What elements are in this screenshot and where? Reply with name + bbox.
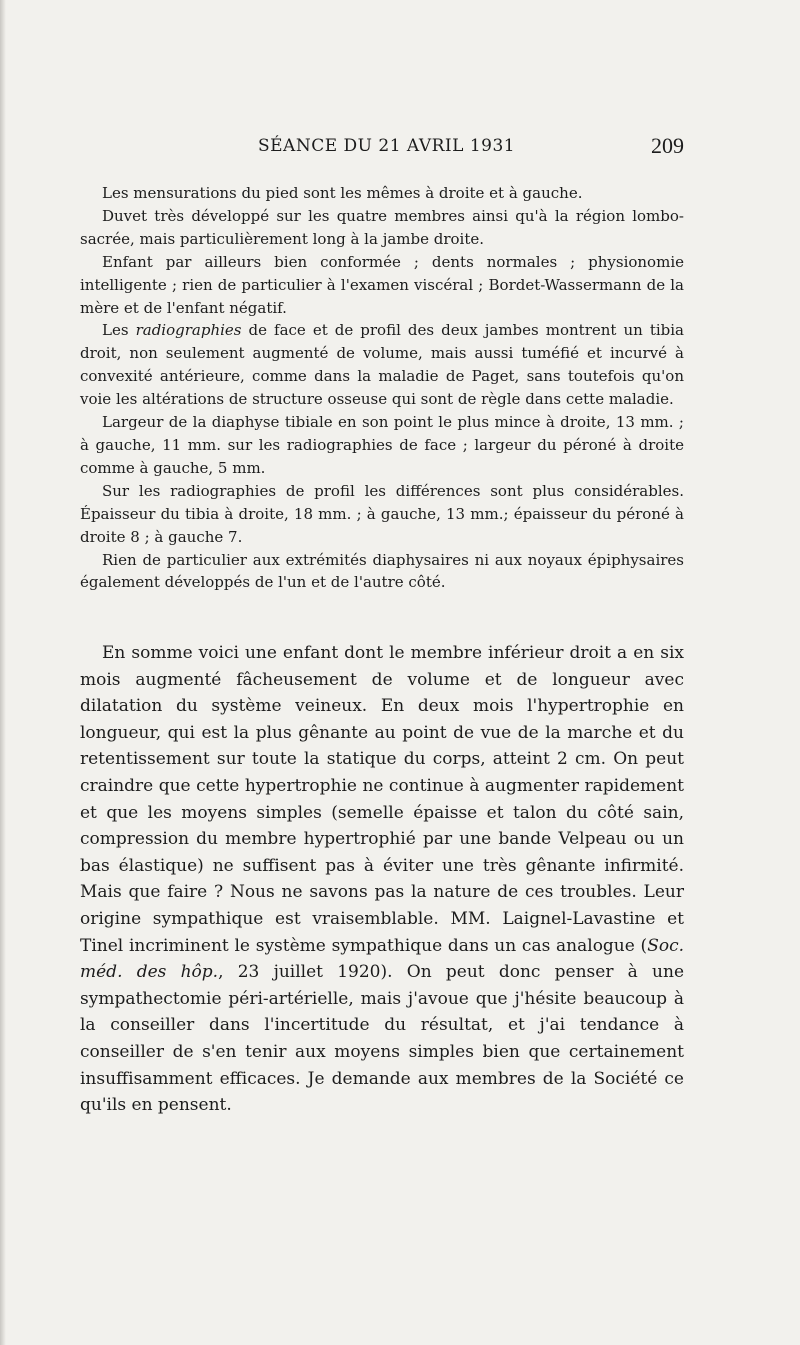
running-head: SÉANCE DU 21 AVRIL 1931 [258, 136, 516, 156]
radiographs-body: de face et de profil des deux jambes montrent un tibia droit, non seulement augmenté de volume, mais aussi tuméfié et incurvé à convexité antérieure, comme dans la maladie de Paget, sans toutefois qu'on voie les altérations de structure osseuse qui sont de règle dans cette maladie. [80, 321, 684, 409]
conclusion-part-1: En somme voici une enfant dont le membre inférieur droit a en six mois augmenté fâcheusement de volume et de longueur avec dilatation du système veineux. En deux mois l'hypertrophie en longueur, qui est la plus gênante au point de vue de la marche et du retentissement sur toute la statique du corps, atteint 2 cm. On peut craindre que cette hypertrophie ne continue à augmenter rapidement et que les moyens simples (semelle épaisse et talon du côté sain, compression du membre hypertrophié par une bande Velpeau ou un bas élastique) ne suffisent pas à éviter une très gênante infirmité. Mais que faire ? Nous ne savons pas la nature de ces troubles. Leur origine sympathique est vraisemblable. MM. Laignel-Lavastine et Tinel incriminent le système sympathique dans un cas analogue ( [80, 643, 684, 956]
page-header [80, 130, 684, 164]
conclusion-citation: Soc. méd. des hôp. [80, 935, 684, 983]
case-notes [80, 182, 684, 594]
paragraph-conclusion [80, 640, 684, 1119]
conclusion-part-2: , 23 juillet 1920). On peut donc penser à une sympathectomie péri-artérielle, mais j'avoue que j'hésite beaucoup à la conseiller dans l'incertitude du résultat, et j'ai tendance à conseiller de s'en tenir aux moyens simples bien que certainement insuffisamment efficaces. Je demande aux membres de la Société ce qu'ils en pensent. [80, 962, 685, 1116]
conclusion [80, 640, 684, 1119]
paragraph-extremities: Rien de particulier aux extrémités diaphysaires ni aux noyaux épiphysaires également développés de l'un et de l'autre côté. [80, 550, 684, 592]
page-edge-shadow [0, 0, 6, 1345]
paragraph-hair: Duvet très développé sur les quatre membres ainsi qu'à la région lombo-sacrée, mais particulièrement long à la jambe droite. [80, 206, 684, 248]
page-number: 209 [651, 133, 684, 158]
radiographs-italic: radiographies [135, 321, 242, 340]
paragraph-radiographs [80, 319, 684, 411]
paragraph-profile-measurements: Sur les radiographies de profil les différences sont plus considérables. Épaisseur du tibia à droite, 18 mm. ; à gauche, 13 mm.; épaisseur du péroné à droite 8 ; à gauche 7. [80, 481, 684, 546]
paragraph-foot-measurements: Les mensurations du pied sont les mêmes à droite et à gauche. [102, 184, 583, 202]
paragraph-general-exam: Enfant par ailleurs bien conformée ; dents normales ; physionomie intelligente ; rien de particulier à l'examen viscéral ; Bordet-Wassermann de la mère et de l'enfant négatif. [80, 252, 684, 317]
paragraph-diaphysis-width: Largeur de la diaphyse tibiale en son point le plus mince à droite, 13 mm. ; à gauche, 11 mm. sur les radiographies de face ; largeur du péroné à droite comme à gauche, 5 mm. [80, 413, 684, 477]
radiographs-intro: Les [102, 321, 136, 340]
